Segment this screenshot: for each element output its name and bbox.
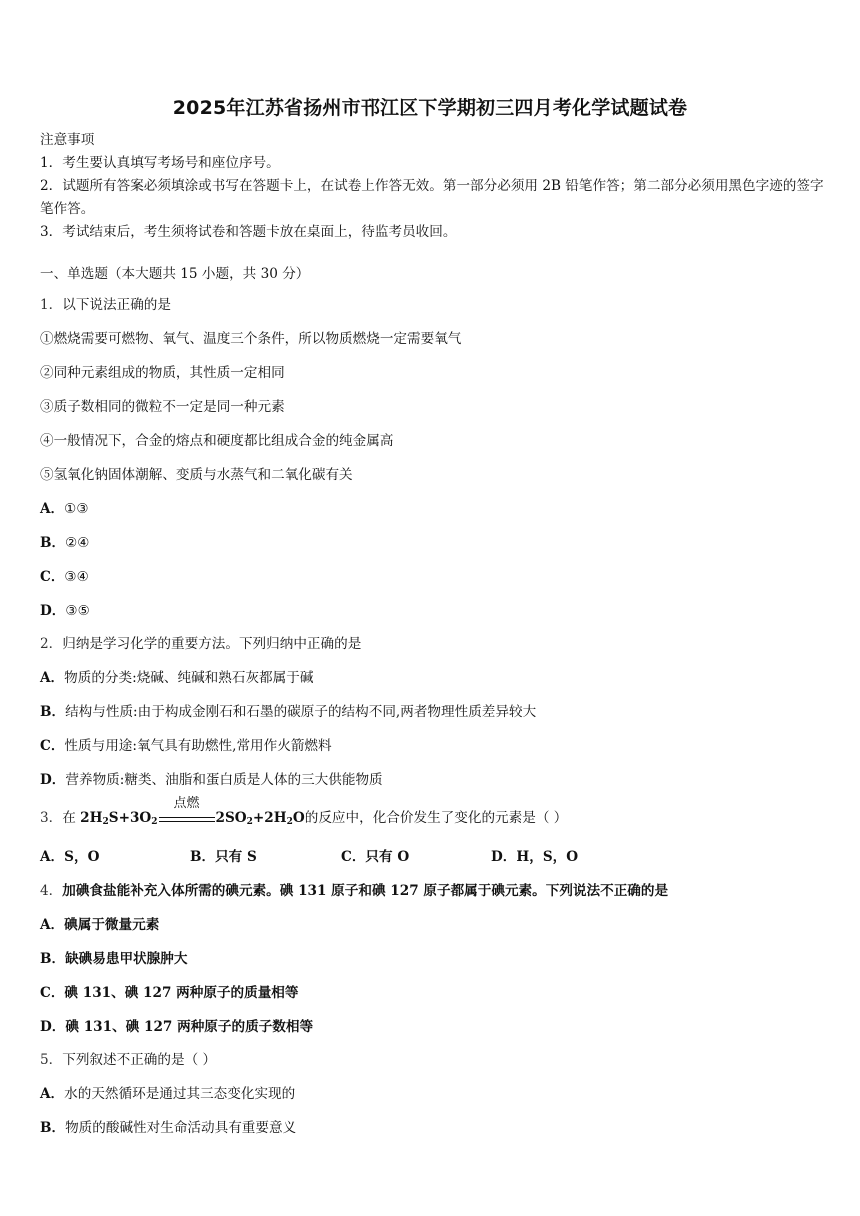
option-label: B． <box>40 1120 66 1136</box>
notice-item: 3．考试结束后，考生须将试卷和答题卡放在桌面上，待监考员收回。 <box>40 224 457 240</box>
equation-term: S+3O <box>108 810 152 826</box>
question-stem: 归纳是学习化学的重要方法。下列归纳中正确的是 <box>62 636 362 652</box>
question-stem-post: 的反应中，化合价发生了变化的元素是（ ） <box>304 810 568 826</box>
option-label: A． <box>40 1086 65 1102</box>
option-label: B． <box>40 535 66 551</box>
option-label: D． <box>491 849 517 865</box>
option-label: B． <box>190 849 216 865</box>
option-label: A． <box>40 849 65 865</box>
answer-option[interactable] <box>40 565 89 585</box>
equation-term: 2H <box>80 810 103 826</box>
answer-option[interactable] <box>341 845 409 865</box>
option-label: C． <box>40 569 65 585</box>
subscript: 2 <box>286 817 293 827</box>
question-number: 1． <box>40 297 63 313</box>
answer-option[interactable] <box>40 1116 296 1136</box>
option-text: 营养物质:糖类、油脂和蛋白质是人体的三大供能物质 <box>65 772 383 788</box>
option-text: H，S，O <box>516 849 579 865</box>
question-5 <box>40 1048 216 1068</box>
option-text: ①③ <box>64 501 89 517</box>
option-text: S，O <box>64 849 100 865</box>
subscript: 2 <box>246 817 253 827</box>
notice-item: 2．试题所有答案必须填涂或书写在答题卡上，在试卷上作答无效。第一部分必须用 2B 铅笔作答；第二部分必须用黑色字迹的签字笔作答。 <box>40 178 824 217</box>
option-label: A． <box>40 501 65 517</box>
equation-term: O <box>292 810 305 826</box>
notice-item: 1．考生要认真填写考场号和座位序号。 <box>40 155 280 171</box>
condition-label: 点燃 <box>173 795 200 811</box>
answer-option[interactable] <box>40 768 383 788</box>
option-text: ③④ <box>64 569 89 585</box>
option-text: 水的天然循环是通过其三态变化实现的 <box>64 1086 296 1102</box>
option-text: 性质与用途:氧气具有助燃性,常用作火箭燃料 <box>64 738 332 754</box>
option-label: C． <box>341 849 366 865</box>
equation-term: 2SO <box>215 810 247 826</box>
answer-option[interactable] <box>40 913 159 933</box>
option-label: B． <box>40 704 66 720</box>
question-2 <box>40 632 361 652</box>
option-label: C． <box>40 985 65 1001</box>
notice-list <box>40 152 830 244</box>
subscript: 2 <box>102 817 109 827</box>
option-text: ②④ <box>65 535 90 551</box>
question-4 <box>40 879 668 899</box>
statement: ④一般情况下，合金的熔点和硬度都比组成合金的纯金属高 <box>40 433 394 449</box>
answer-option[interactable] <box>190 845 257 865</box>
question-number: 4． <box>40 883 63 899</box>
answer-option[interactable] <box>40 981 299 1001</box>
option-text: 碘 131、碘 127 两种原子的质子数相等 <box>65 1019 314 1035</box>
answer-option[interactable] <box>40 1015 313 1035</box>
equation-term: +2H <box>252 810 287 826</box>
answer-option[interactable] <box>40 947 187 967</box>
question-number: 3． <box>40 810 63 826</box>
option-text: 只有 S <box>215 849 257 865</box>
option-text: ③⑤ <box>65 603 90 619</box>
answer-option[interactable] <box>40 734 332 754</box>
option-label: A． <box>40 670 65 686</box>
question-number: 5． <box>40 1052 63 1068</box>
option-label: D． <box>40 772 66 788</box>
statement: ①燃烧需要可燃物、氧气、温度三个条件，所以物质燃烧一定需要氧气 <box>40 331 462 347</box>
chemical-equation <box>80 795 305 827</box>
answer-option[interactable] <box>40 531 89 551</box>
option-label: D． <box>40 1019 66 1035</box>
question-stem: 下列叙述不正确的是（ ） <box>62 1052 217 1068</box>
reaction-condition <box>159 795 215 826</box>
option-label: B． <box>40 951 66 967</box>
section-title: 一、单选题（本大题共 15 小题，共 30 分） <box>40 266 310 282</box>
question-stem: 加碘食盐能补充入体所需的碘元素。碘 131 原子和碘 127 原子都属于碘元素。下列说法不正确的是 <box>62 883 669 899</box>
statement: ⑤氢氧化钠固体潮解、变质与水蒸气和二氧化碳有关 <box>40 467 353 483</box>
question-stem: 以下说法正确的是 <box>62 297 171 313</box>
option-label: C． <box>40 738 65 754</box>
notice-heading: 注意事项 <box>40 132 95 148</box>
option-text: 结构与性质:由于构成金刚石和石墨的碳原子的结构不同,两者物理性质差异较大 <box>65 704 537 720</box>
question-number: 2． <box>40 636 63 652</box>
subscript: 2 <box>151 817 158 827</box>
statement: ③质子数相同的微粒不一定是同一种元素 <box>40 399 285 415</box>
answer-option[interactable] <box>40 666 313 686</box>
option-label: A． <box>40 917 65 933</box>
option-text: 碘 131、碘 127 两种原子的质量相等 <box>64 985 299 1001</box>
statement: ②同种元素组成的物质，其性质一定相同 <box>40 365 285 381</box>
question-3 <box>40 795 568 827</box>
answer-option[interactable] <box>40 497 89 517</box>
option-text: 物质的酸碱性对生命活动具有重要意义 <box>65 1120 297 1136</box>
option-text: 物质的分类:烧碱、纯碱和熟石灰都属于碱 <box>64 670 314 686</box>
option-text: 碘属于微量元素 <box>64 917 160 933</box>
option-label: D． <box>40 603 66 619</box>
question-1 <box>40 293 171 313</box>
question-stem-pre: 在 <box>62 810 76 826</box>
answer-option[interactable] <box>40 700 536 720</box>
page-title: 2025年江苏省扬州市邗江区下学期初三四月考化学试题试卷 <box>172 97 688 119</box>
answer-option[interactable] <box>40 1082 295 1102</box>
option-text: 缺碘易患甲状腺肿大 <box>65 951 188 967</box>
answer-option[interactable] <box>40 599 90 619</box>
answer-option[interactable] <box>491 845 578 865</box>
answer-option[interactable] <box>40 845 99 865</box>
option-text: 只有 O <box>365 849 410 865</box>
